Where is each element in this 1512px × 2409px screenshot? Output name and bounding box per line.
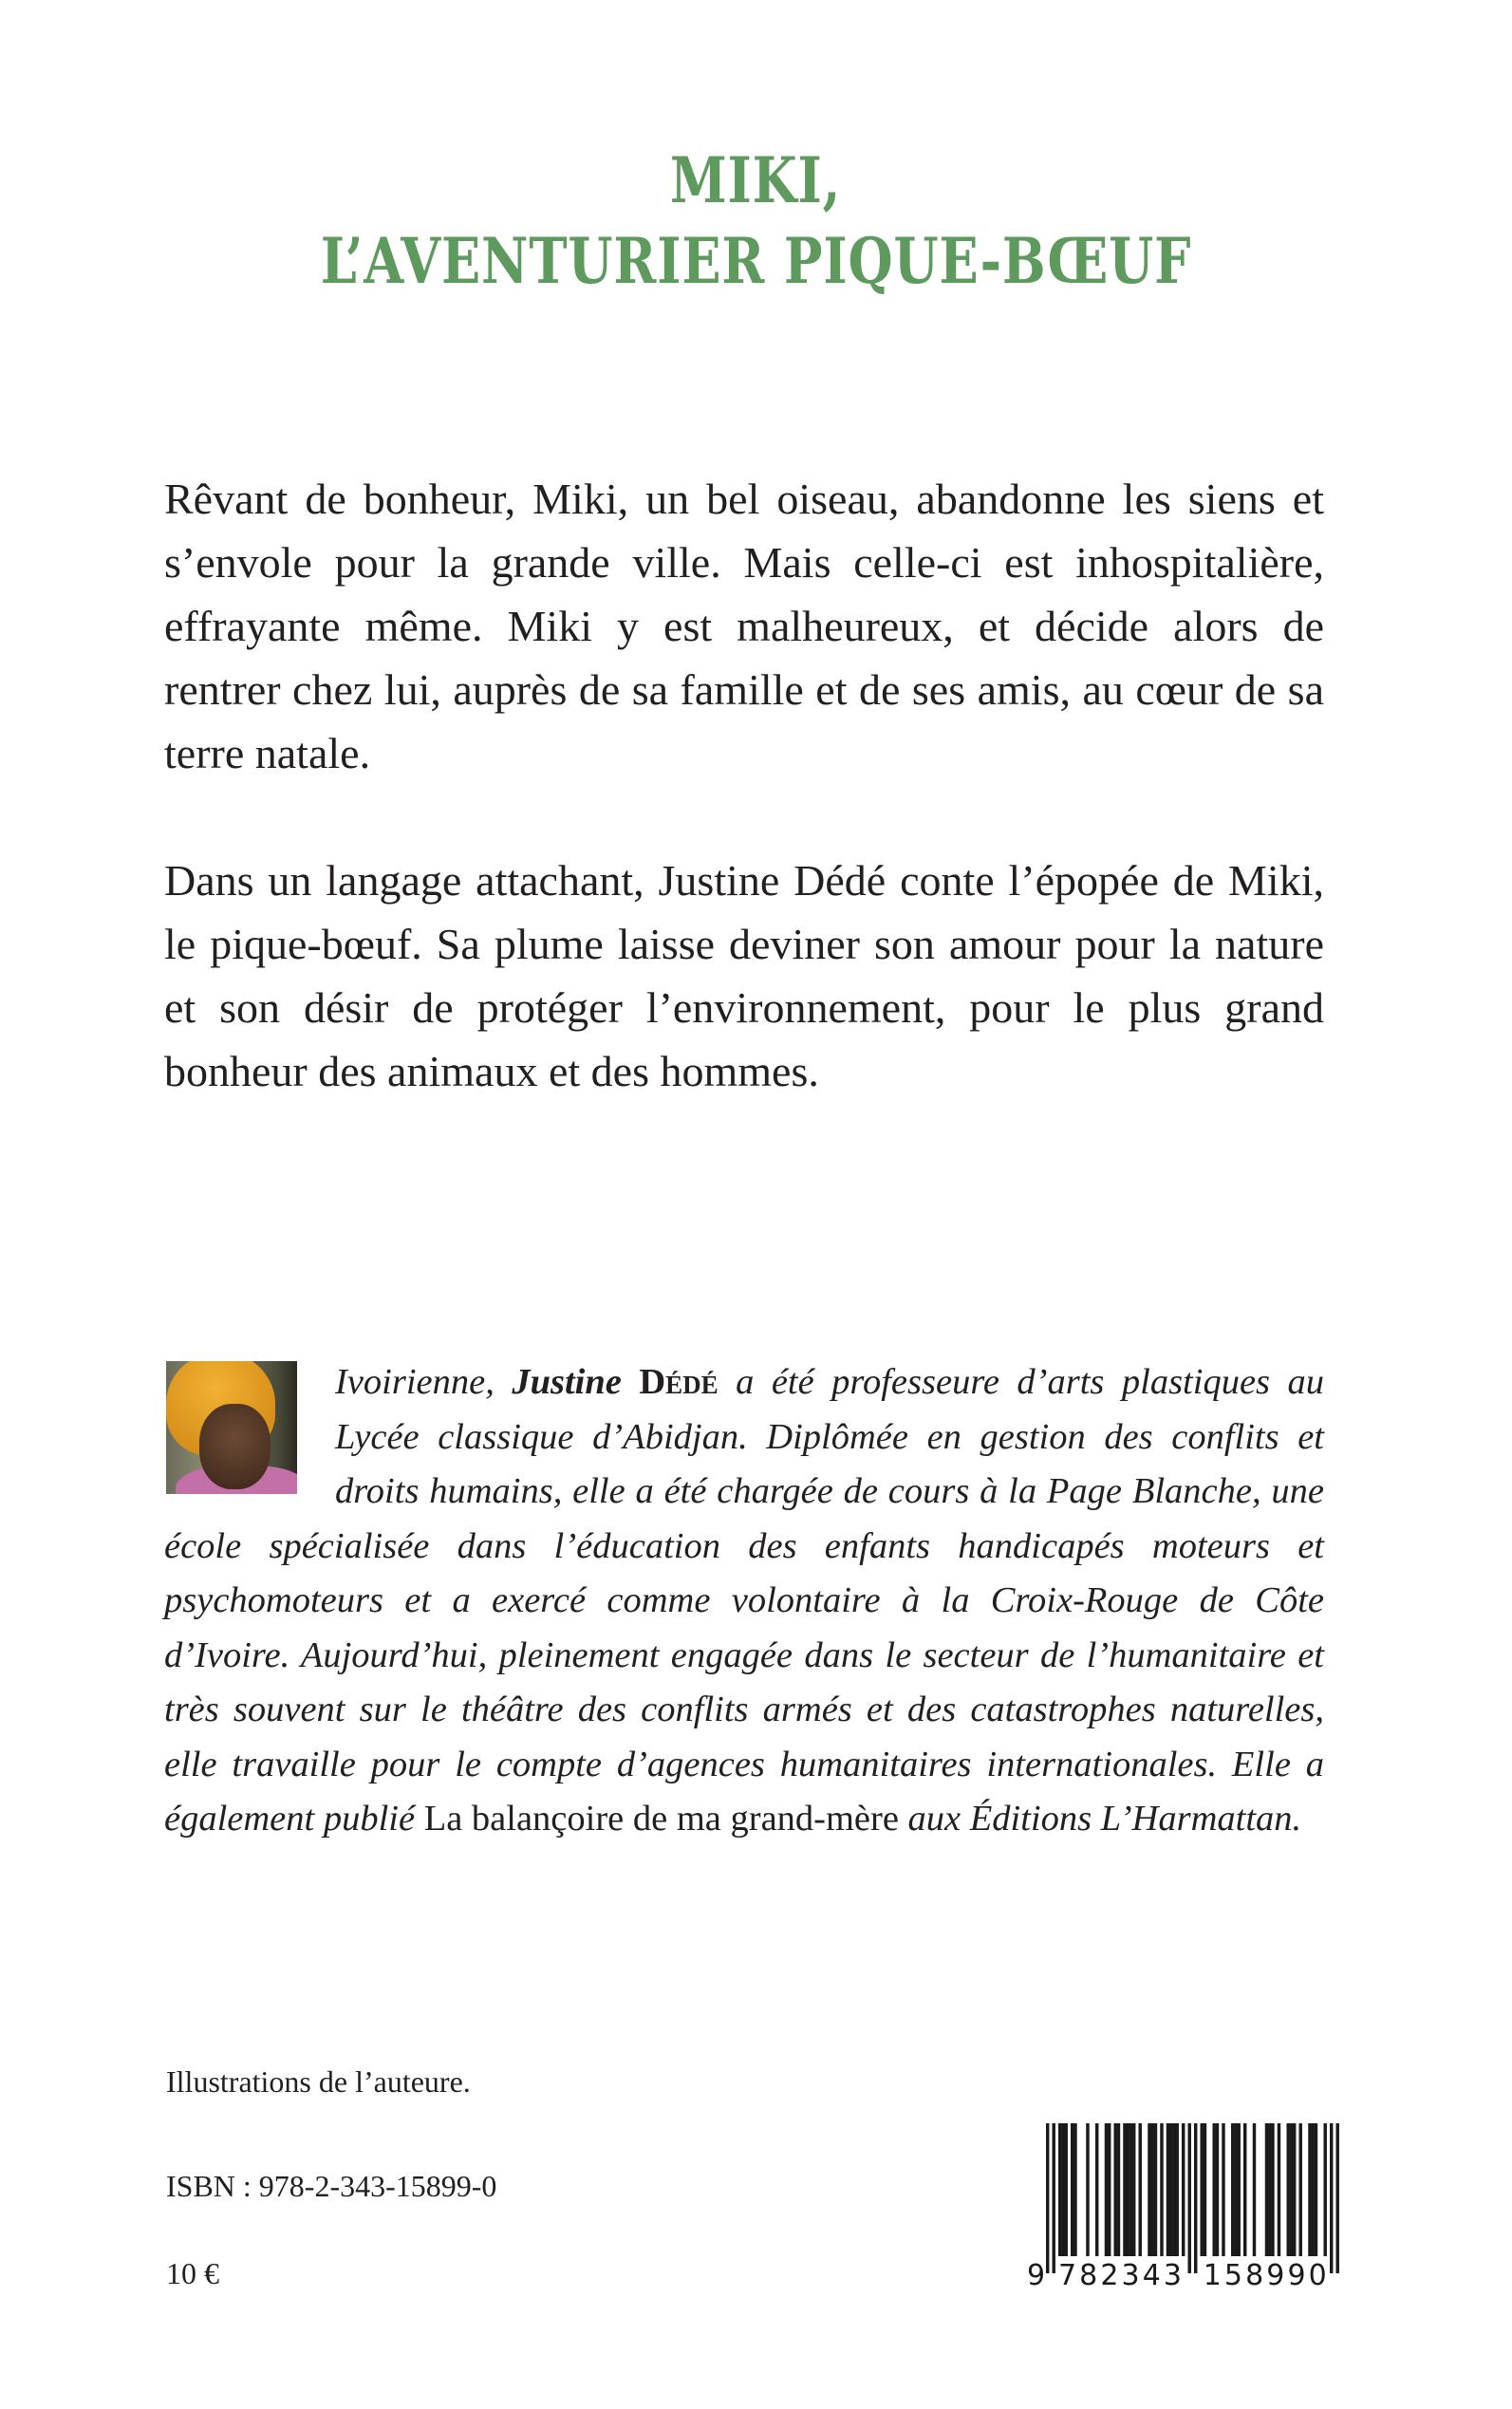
barcode-bar	[1216, 2123, 1219, 2256]
barcode-bar	[1308, 2123, 1311, 2256]
barcode-bar	[1108, 2123, 1111, 2256]
book-title-line-2: L’AVENTURIER PIQUE-BŒUF	[320, 224, 1192, 298]
barcode-bar	[1167, 2123, 1169, 2256]
barcode-digits: 782343	[1058, 2259, 1182, 2292]
bio-text: a été professeure d’arts plastiques au Lycée classique d’Abidjan. Diplômée en gestion des conflits et droits humains, elle a été chargée de cours à la Page Blanche, une école spécialisée dans l’éducation des enfants handicapés moteurs et psychomoteurs et a exercé comme volontaire à la Croix-Rouge de Côte d’Ivoire. Aujourd’hui, pleinement engagée dans le secteur de l’humanitaire et très souvent sur le théâtre des conflits armés et des catastrophes naturelles, elle travaille pour le compte d’agences humanitaires internationales. Elle a également publié	[164, 1362, 1324, 1839]
barcode-bar	[1324, 2123, 1327, 2256]
barcode-bar	[1117, 2123, 1120, 2256]
barcode-bar	[1213, 2123, 1216, 2256]
barcode-bar	[1330, 2123, 1333, 2273]
barcode-bar	[1201, 2123, 1204, 2256]
barcode-bar	[1271, 2123, 1274, 2256]
barcode-bar	[1238, 2123, 1241, 2256]
barcode-digits: 158990	[1203, 2259, 1327, 2292]
barcode-bar	[1231, 2123, 1234, 2256]
barcode-bar	[1172, 2123, 1175, 2256]
barcode-bar	[1160, 2123, 1163, 2256]
barcode-bar	[1154, 2123, 1157, 2256]
barcode-bar	[1265, 2123, 1268, 2256]
barcode-bar	[1287, 2123, 1290, 2256]
barcode-bar	[1148, 2123, 1150, 2256]
barcode-bar	[1058, 2123, 1061, 2256]
barcode-bar	[1268, 2123, 1271, 2256]
barcode-bar	[1127, 2123, 1129, 2256]
barcode	[1025, 2121, 1348, 2292]
bio-intro: Ivoirienne,	[335, 1362, 513, 1402]
barcode-bar	[1095, 2123, 1098, 2256]
barcode-bar	[1188, 2123, 1191, 2273]
barcode-bar	[1105, 2123, 1108, 2256]
isbn: ISBN : 978-2-343-15899-0	[166, 2169, 497, 2203]
barcode-bar	[1253, 2123, 1256, 2256]
summary-paragraph-1: Rêvant de bonheur, Miki, un bel oiseau, abandonne les siens et s’envole pour la grande ville. Mais celle-ci est inhospitalière, effrayante même. Miki y est malheureux, et décide alors de rentrer chez lui, auprès de sa famille et de ses amis, au cœur de sa terre natale.	[164, 475, 1324, 777]
illustrations-credit: Illustrations de l’auteure.	[166, 2064, 471, 2099]
barcode-bar	[1194, 2123, 1197, 2273]
barcode-bar	[1293, 2123, 1296, 2256]
barcode-bar	[1222, 2123, 1224, 2256]
barcode-bar	[1234, 2123, 1237, 2256]
author-first-name: Justine	[512, 1362, 640, 1402]
barcode-bar	[1312, 2123, 1315, 2256]
barcode-bar	[1123, 2123, 1126, 2256]
barcode-bar	[1336, 2123, 1339, 2273]
barcode-bar	[1151, 2123, 1154, 2256]
book-reference: La balançoire de ma grand-mère	[423, 1799, 899, 1839]
summary-paragraph-2: Dans un langage attachant, Justine Dédé conte l’épopée de Miki, le pique-bœuf. Sa plume laisse deviner son amour pour la nature et son désir de protéger l’environnement, pour le plus grand bonheur des animaux et des hommes.	[164, 856, 1324, 1095]
barcode-bar	[1290, 2123, 1293, 2256]
barcode-bar	[1071, 2123, 1073, 2256]
author-photo	[166, 1361, 297, 1494]
barcode-bar	[1065, 2123, 1068, 2256]
barcode-bar	[1139, 2123, 1142, 2256]
barcode-bar	[1114, 2123, 1117, 2256]
barcode-bar	[1315, 2123, 1317, 2256]
barcode-digits: 9	[1027, 2259, 1046, 2292]
barcode-bar	[1243, 2123, 1246, 2256]
barcode-bar	[1129, 2123, 1132, 2256]
barcode-bar	[1182, 2123, 1185, 2256]
author-last-name: Dédé	[639, 1362, 719, 1402]
author-bio	[164, 1355, 1324, 1847]
publisher: aux Éditions L’Harmattan.	[898, 1799, 1302, 1839]
barcode-bar	[1086, 2123, 1089, 2256]
barcode-bar	[1278, 2123, 1280, 2256]
barcode-bar	[1132, 2123, 1135, 2256]
barcode-bar	[1053, 2123, 1055, 2273]
barcode-bar	[1299, 2123, 1302, 2256]
barcode-bar	[1176, 2123, 1179, 2256]
barcode-bar	[1169, 2123, 1172, 2256]
barcode-bar	[1046, 2123, 1049, 2273]
price: 10 €	[166, 2256, 219, 2290]
barcode-bar	[1204, 2123, 1206, 2256]
barcode-bar	[1073, 2123, 1076, 2256]
barcode-bar	[1061, 2123, 1064, 2256]
book-title-line-1: MIKI,	[670, 143, 842, 217]
